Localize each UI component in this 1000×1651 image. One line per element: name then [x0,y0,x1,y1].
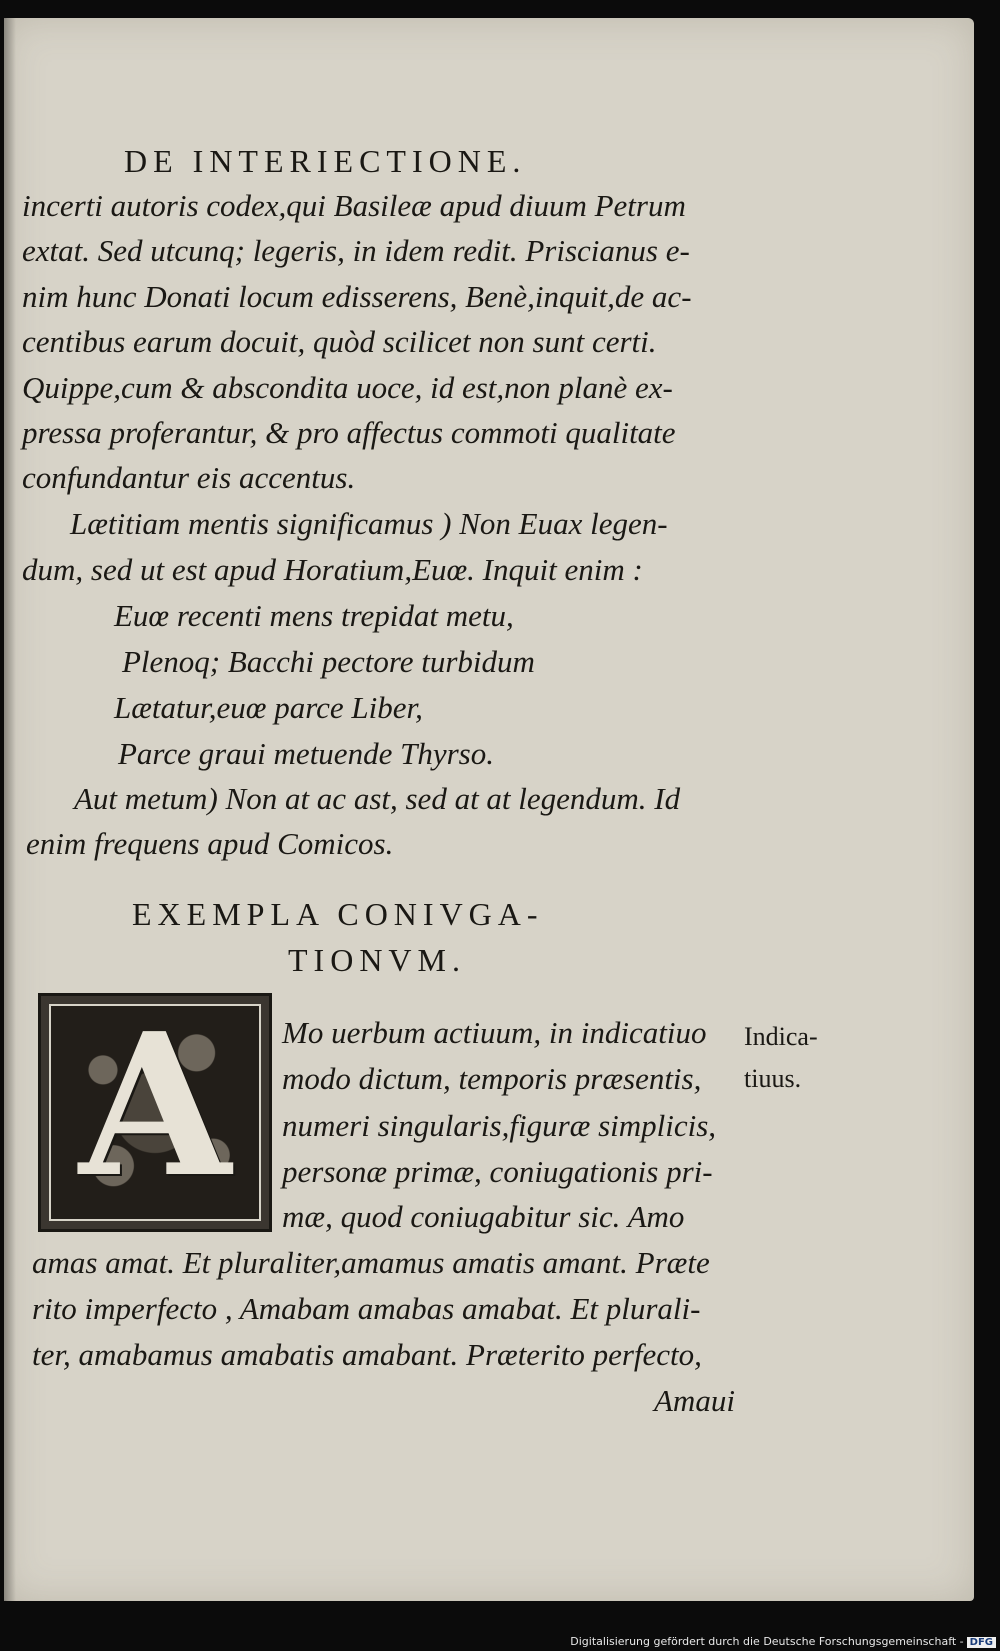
text-line: enim frequens apud Comicos. [26,826,394,861]
drop-cap-letter: A [78,991,232,1221]
text-line: Aut metum) Non at ac ast, sed at at legendum. Id [74,781,681,816]
verse-line: Plenoq; Bacchi pectore turbidum [122,644,535,679]
text-line: personæ primæ, coniugationis pri- [282,1154,713,1189]
verse-line: Lætatur,euœ parce Liber, [114,690,423,725]
text-line: extat. Sed utcunq; legeris, in idem redit. Priscianus e- [22,233,690,268]
verse-line: Euœ recenti mens trepidat metu, [114,598,514,633]
text-line: Quippe,cum & abscondita uoce, id est,non planè ex- [22,370,673,405]
running-heading: DE INTERIECTIONE. [124,143,527,179]
text-line: Mo uerbum actiuum, in indicatiuo [282,1015,707,1050]
text-line: confundantur eis accentus. [22,460,356,495]
section-heading-line-1: EXEMPLA CONIVGA- [132,896,544,932]
page-edge-shadow [4,18,16,1601]
credit-text: Digitalisierung gefördert durch die Deutsche Forschungsgemeinschaft - [570,1635,964,1648]
text-line: Lætitiam mentis significamus ) Non Euax legen- [70,506,668,541]
dfg-logo: DFG [967,1637,996,1648]
margin-note-line: Indica- [744,1022,818,1051]
catchword-text: Amaui [654,1383,735,1418]
text-line: mæ, quod coniugabitur sic. Amo [282,1199,685,1234]
decorated-initial [38,993,272,1232]
text-line: incerti autoris codex,qui Basileæ apud diuum Petrum [22,188,686,223]
digitization-credit [570,1635,996,1648]
text-line: centibus earum docuit, quòd scilicet non sunt certi. [22,324,657,359]
text-line: numeri singularis,figuræ simplicis, [282,1108,717,1143]
text-line: rito imperfecto , Amabam amabas amabat. Et plurali- [32,1291,701,1326]
text-line: pressa proferantur, & pro affectus commoti qualitate [22,415,676,450]
margin-note-line: tiuus. [744,1064,802,1093]
text-line: nim hunc Donati locum edisserens, Benè,inquit,de ac- [22,279,692,314]
text-line: amas amat. Et pluraliter,amamus amatis amant. Præte [32,1245,710,1280]
section-heading-line-2: TIONVM. [288,942,466,978]
text-line: dum, sed ut est apud Horatium,Euœ. Inquit enim : [22,552,643,587]
text-line: ter, amabamus amabatis amabant. Præterito perfecto, [32,1337,702,1372]
text-line: modo dictum, temporis præsentis, [282,1061,702,1096]
initial-ornament [49,991,261,1221]
verse-line: Parce graui metuende Thyrso. [118,736,494,771]
